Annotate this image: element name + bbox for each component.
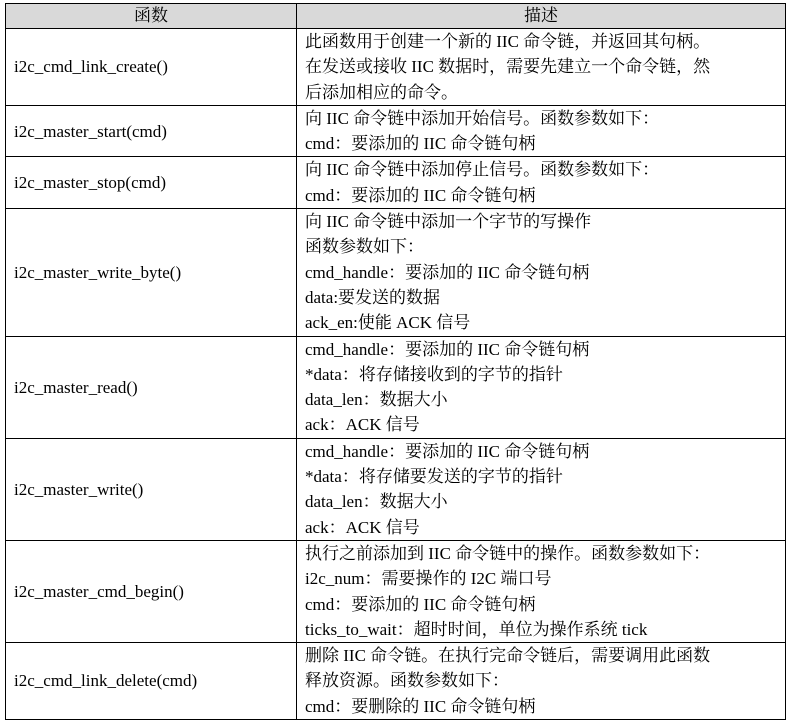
table-row bbox=[6, 209, 786, 336]
description-line: i2c_num：需要操作的 I2C 端口号 bbox=[305, 569, 552, 589]
function-description bbox=[297, 29, 786, 106]
description-line: data:要发送的数据 bbox=[305, 287, 441, 307]
description-line: cmd：要添加的 IIC 命令链句柄 bbox=[305, 594, 536, 614]
function-table bbox=[5, 3, 786, 720]
description-line: 函数参数如下： bbox=[305, 237, 424, 257]
function-description bbox=[297, 209, 786, 336]
description-line: data_len：数据大小 bbox=[305, 390, 448, 410]
description-line: cmd：要添加的 IIC 命令链句柄 bbox=[305, 134, 536, 154]
table-header-row bbox=[6, 4, 786, 29]
table-row bbox=[6, 438, 786, 540]
table-row bbox=[6, 29, 786, 106]
description-line: ack_en:使能 ACK 信号 bbox=[305, 313, 471, 333]
description-line: cmd_handle：要添加的 IIC 命令链句柄 bbox=[305, 339, 590, 359]
table-row bbox=[6, 157, 786, 209]
description-line: 删除 IIC 命令链。在执行完命令链后，需要调用此函数 bbox=[305, 646, 711, 666]
description-line: ticks_to_wait：超时时间，单位为操作系统 tick bbox=[305, 619, 648, 639]
function-description bbox=[297, 643, 786, 720]
description-line: 释放资源。函数参数如下： bbox=[305, 671, 509, 691]
description-line: 向 IIC 命令链中添加开始信号。函数参数如下： bbox=[305, 108, 660, 128]
description-line: ack：ACK 信号 bbox=[305, 415, 420, 435]
description-line: ack：ACK 信号 bbox=[305, 517, 420, 537]
function-name: i2c_master_write() bbox=[6, 438, 297, 540]
table-row bbox=[6, 643, 786, 720]
table-row bbox=[6, 336, 786, 438]
description-line: data_len：数据大小 bbox=[305, 492, 448, 512]
description-line: 在发送或接收 IIC 数据时，需要先建立一个命令链，然 bbox=[305, 57, 711, 77]
function-description bbox=[297, 540, 786, 642]
description-line: 向 IIC 命令链中添加停止信号。函数参数如下： bbox=[305, 160, 660, 180]
function-description bbox=[297, 105, 786, 157]
function-name: i2c_master_write_byte() bbox=[6, 209, 297, 336]
function-description bbox=[297, 157, 786, 209]
function-name: i2c_master_cmd_begin() bbox=[6, 540, 297, 642]
description-line: 此函数用于创建一个新的 IIC 命令链，并返回其句柄。 bbox=[305, 32, 711, 51]
description-line: *data：将存储要发送的字节的指针 bbox=[305, 467, 563, 487]
header-description: 描述 bbox=[297, 4, 786, 29]
description-line: cmd_handle：要添加的 IIC 命令链句柄 bbox=[305, 262, 590, 282]
table-row bbox=[6, 540, 786, 642]
description-line: cmd：要添加的 IIC 命令链句柄 bbox=[305, 185, 536, 205]
table-row bbox=[6, 105, 786, 157]
function-name: i2c_cmd_link_create() bbox=[6, 29, 297, 106]
description-line: 后添加相应的命令。 bbox=[305, 82, 458, 102]
description-line: 向 IIC 命令链中添加一个字节的写操作 bbox=[305, 212, 592, 232]
function-description bbox=[297, 438, 786, 540]
function-name: i2c_master_start(cmd) bbox=[6, 105, 297, 157]
function-description bbox=[297, 336, 786, 438]
description-line: *data：将存储接收到的字节的指针 bbox=[305, 364, 563, 384]
function-name: i2c_master_read() bbox=[6, 336, 297, 438]
function-name: i2c_cmd_link_delete(cmd) bbox=[6, 643, 297, 720]
description-line: 执行之前添加到 IIC 命令链中的操作。函数参数如下： bbox=[305, 543, 711, 563]
description-line: cmd_handle：要添加的 IIC 命令链句柄 bbox=[305, 441, 590, 461]
function-name: i2c_master_stop(cmd) bbox=[6, 157, 297, 209]
description-line: cmd：要删除的 IIC 命令链句柄 bbox=[305, 696, 536, 716]
header-function: 函数 bbox=[6, 4, 297, 29]
